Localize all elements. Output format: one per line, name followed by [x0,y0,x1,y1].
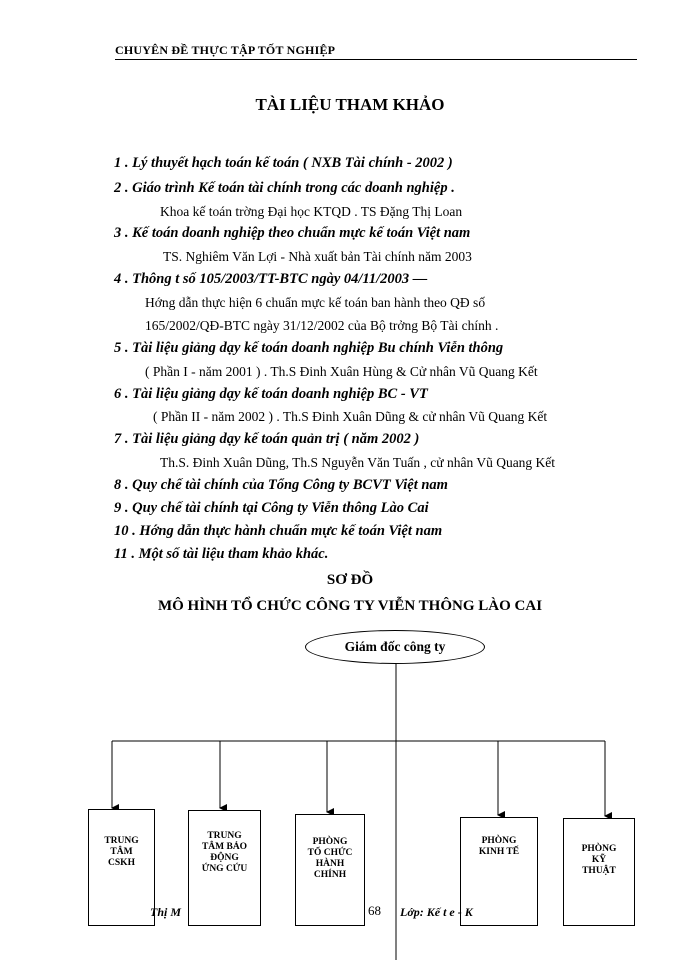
diagram-title: MÔ HÌNH TỔ CHỨC CÔNG TY VIỄN THÔNG LÀO CAI [157,598,543,614]
unit-box-ky-thuat [563,818,635,926]
reference-detail: ( Phần II - năm 2002 ) . Th.S Đinh Xuân Dũng & cử nhân Vũ Quang Kết [153,409,548,424]
reference-item: 10 . Hớng dẫn thực hành chuẩn mực kế toán Việt nam [114,523,443,539]
reference-item: 9 . Quy chế tài chính tại Công ty Viễn thông Lào Cai [114,500,429,516]
reference-item: 4 . Thông t số 105/2003/TT-BTC ngày 04/11/2003 — [114,271,428,287]
unit-label: ỨNG CỨU [201,864,248,874]
unit-label: ĐỘNG [210,853,239,863]
unit-label: TÂM BẢO [201,842,248,852]
reference-item: 6 . Tài liệu giảng dạy kế toán doanh nghiệp BC - VT [114,386,428,402]
unit-label: TRUNG [104,836,139,846]
unit-box-to-chuc [295,814,365,926]
unit-label: TÂM [110,847,133,857]
unit-box-bao-dong [188,810,261,926]
reference-item: 3 . Kế toán doanh nghiệp theo chuẩn mực kế toán Việt nam [114,225,471,241]
reference-detail: 165/2002/QĐ-BTC ngày 31/12/2002 của Bộ trởng Bộ Tài chính . [145,318,499,333]
reference-detail: Hớng dẫn thực hiện 6 chuẩn mực kế toán ban hành theo QĐ số [145,295,486,310]
footer-author: Thị M [150,905,182,919]
unit-label: TỔ CHỨC [307,848,353,858]
reference-item: 11 . Một số tài liệu tham khảo khác. [114,546,329,562]
unit-label: TRUNG [207,831,242,841]
reference-item: 1 . Lý thuyết hạch toán kế toán ( NXB Tài chính - 2002 ) [114,155,453,171]
unit-label: PHÒNG [481,836,517,846]
unit-label: KỸ [591,855,607,865]
unit-label: PHÒNG [581,844,617,854]
page-header: CHUYÊN ĐỀ THỰC TẬP TỐT NGHIỆP [115,43,637,60]
unit-label: THUẬT [582,866,616,876]
unit-label: CSKH [108,858,135,868]
footer-class: Lớp: Kế t e - K [400,905,473,919]
reference-detail: TS. Nghiêm Văn Lợi - Nhà xuất bản Tài chính năm 2003 [163,249,472,264]
unit-label: CHÍNH [313,870,347,880]
document-title: TÀI LIỆU THAM KHẢO [255,95,445,114]
unit-label: PHÒNG [312,837,348,847]
unit-label: HÀNH [315,859,345,869]
unit-label: KINH TẾ [478,847,520,857]
reference-item: 2 . Giáo trình Kế toán tài chính trong các doanh nghiệp . [114,180,455,196]
unit-box-cskh [88,809,155,926]
reference-detail: Th.S. Đinh Xuân Dũng, Th.S Nguyễn Văn Tuấn , cử nhân Vũ Quang Kết [160,455,556,470]
reference-detail: ( Phần I - năm 2001 ) . Th.S Đinh Xuân Hùng & Cử nhân Vũ Quang Kết [145,364,538,379]
diagram-heading: SƠ ĐỒ [326,572,374,588]
reference-item: 8 . Quy chế tài chính của Tổng Công ty BCVT Việt nam [114,477,448,493]
director-node: Giám đốc công ty [305,630,485,664]
reference-item: 5 . Tài liệu giảng dạy kế toán doanh nghiệp Bu chính Viễn thông [114,340,504,356]
page-number: 68 [368,903,381,918]
reference-detail: Khoa kế toán trờng Đại học KTQD . TS Đặng Thị Loan [160,204,463,219]
reference-item: 7 . Tài liệu giảng dạy kế toán quản trị ( năm 2002 ) [114,431,420,447]
